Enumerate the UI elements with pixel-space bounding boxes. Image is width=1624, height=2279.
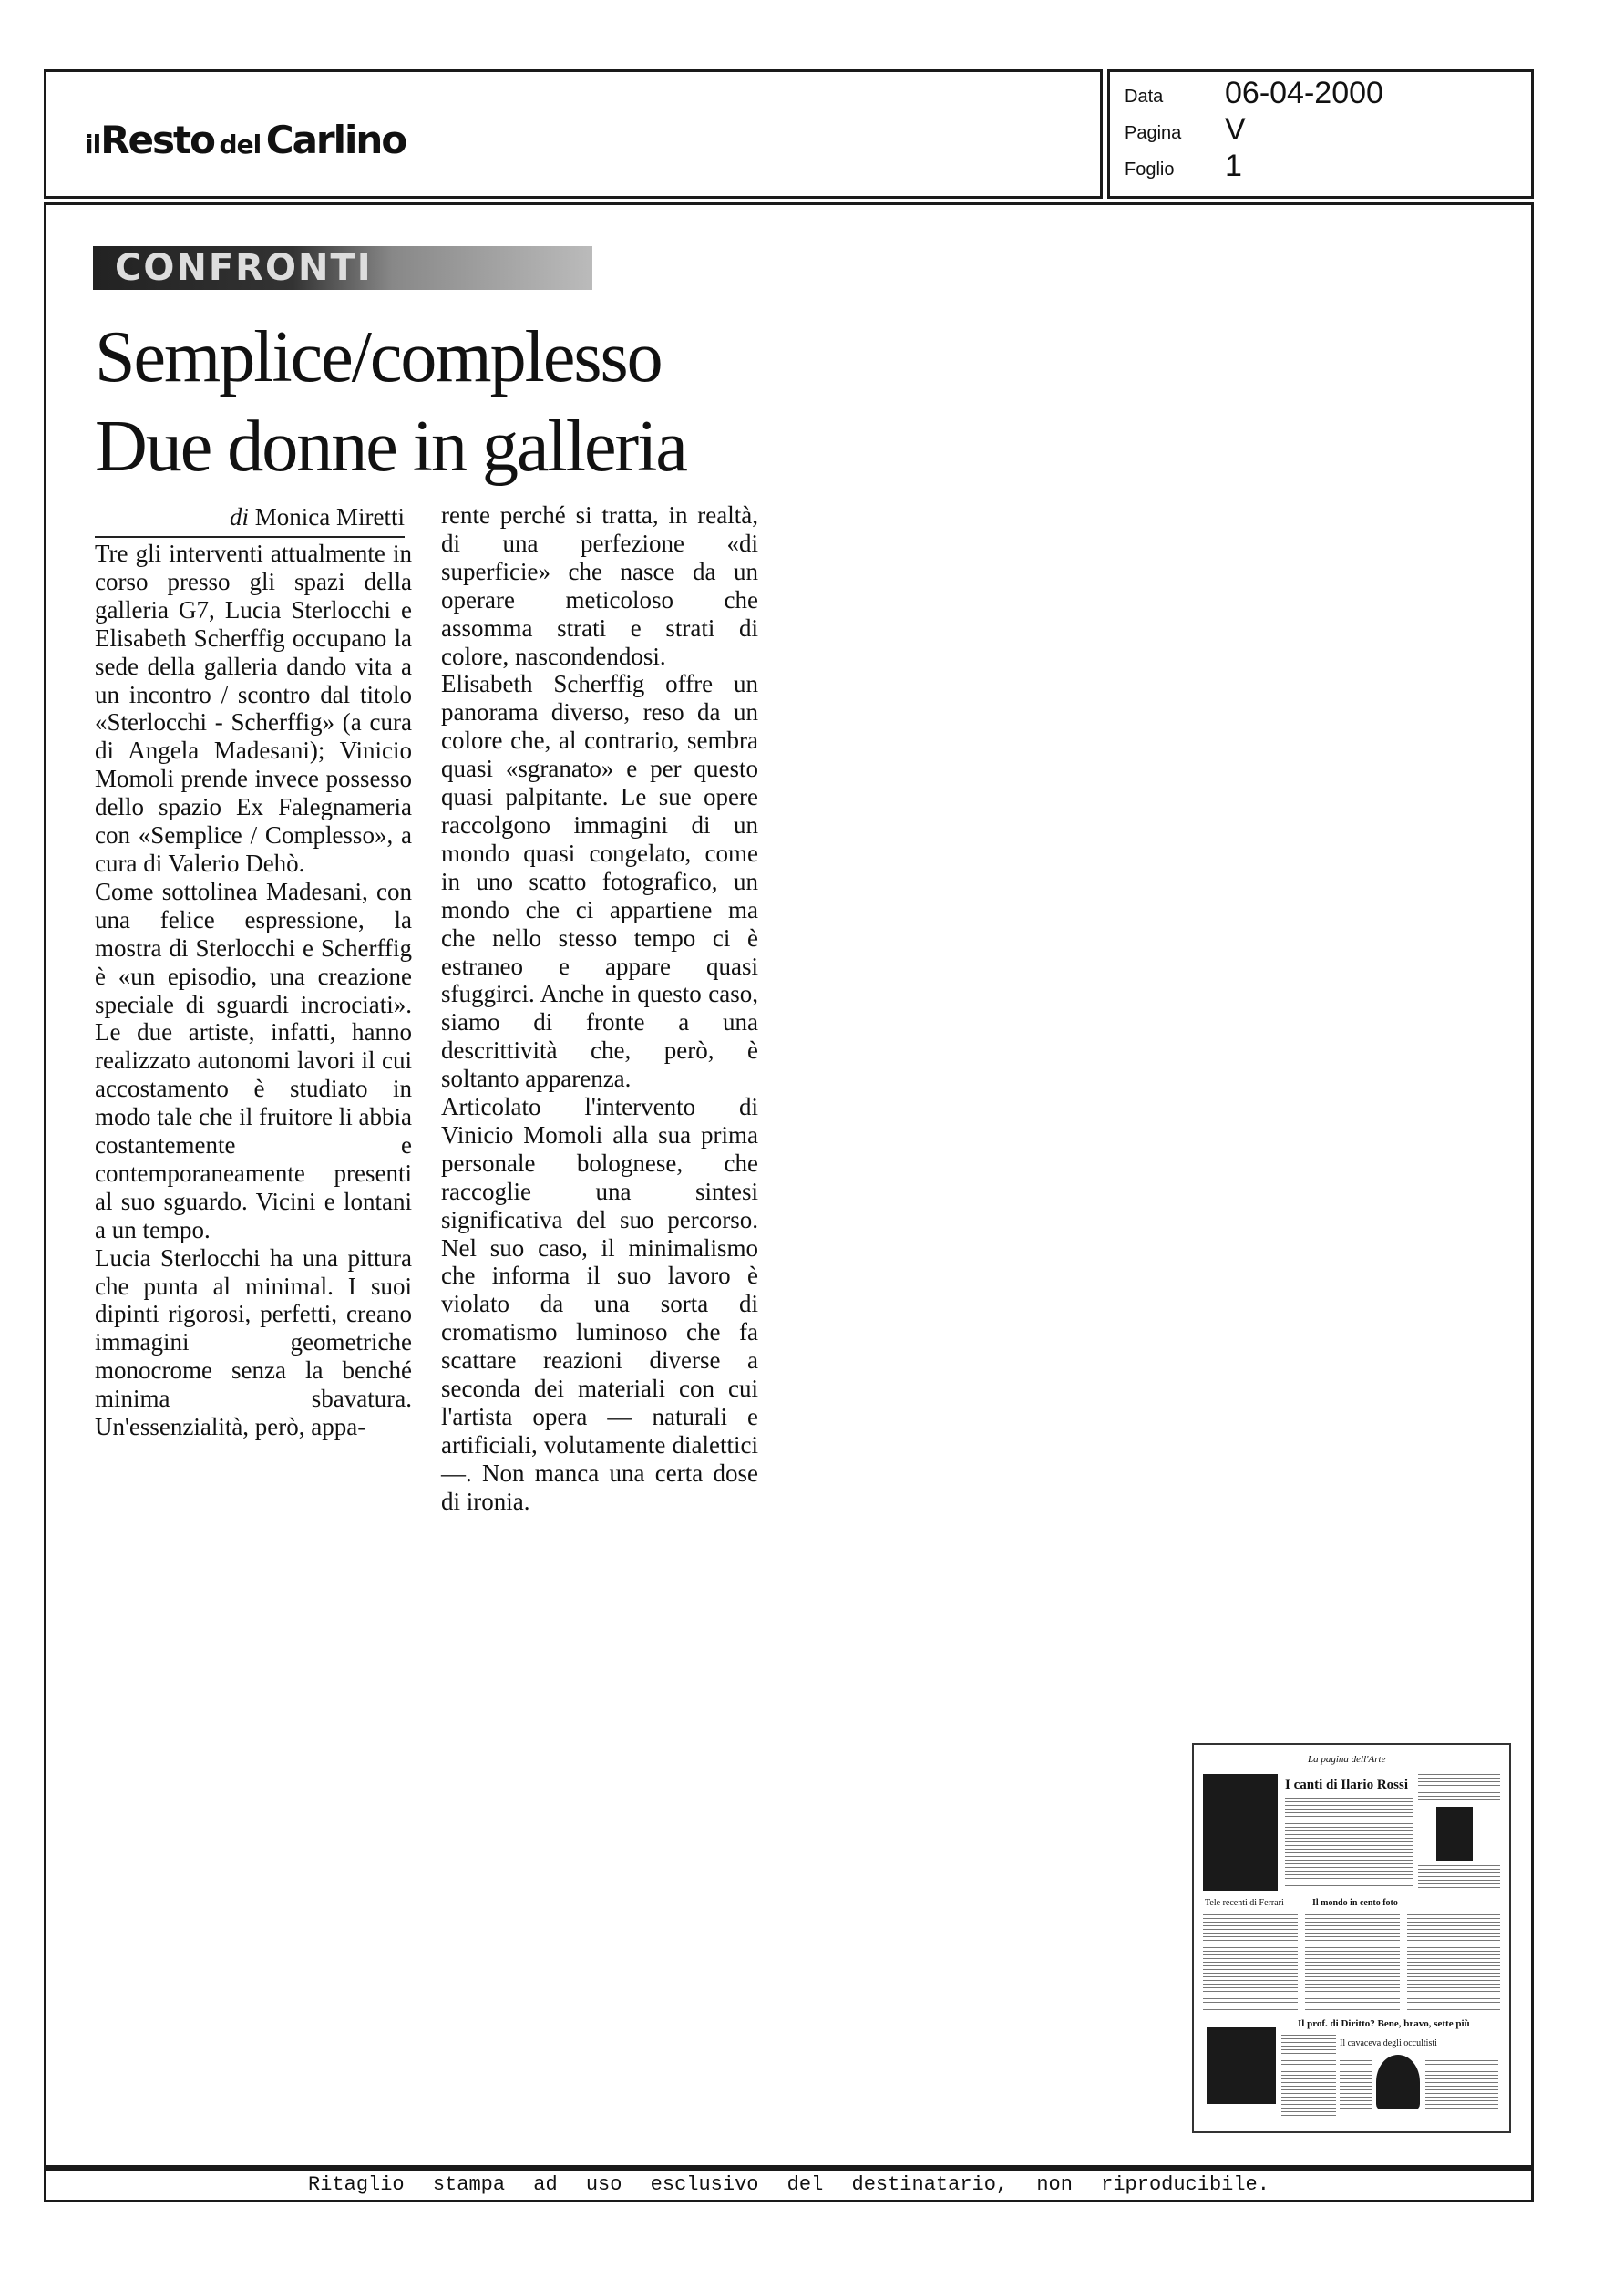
thumbnail-photo — [1436, 1807, 1473, 1861]
thumbnail-headline-d: Il cavaceva degli occultisti — [1340, 2038, 1437, 2048]
paragraph: Come sottolinea Madesani, con una felice espressione, la mostra di Sterlocchi e Scherffig è «un episodio, una creazione speciale di sguardi incrociati». Le due artiste, infatti, hanno realizzato autonomi lavori il cui accostamento è studiato in modo tale che il fruitore li abbia costantemente e contemporaneamente presenti al suo sguardo. Vicini e lontani a un tempo. — [95, 877, 412, 1243]
thumbnail-page — [1203, 1754, 1500, 2122]
section-label: CONFRONTI — [115, 247, 373, 289]
thumbnail-eagle-illustration — [1376, 2055, 1420, 2109]
byline-author: Monica Miretti — [254, 503, 405, 531]
headline-line-1: Semplice/complesso — [95, 317, 662, 397]
foglio-value: 1 — [1225, 149, 1242, 183]
paragraph: rente perché si tratta, in realtà, di una perfezione «di superficie» che nasce da un operare meticoloso che assomma strati e strati di colore, nascondendosi. — [441, 501, 758, 670]
thumbnail-headline-main: I canti di Ilario Rossi — [1285, 1778, 1409, 1792]
article-column-1 — [95, 540, 412, 1441]
logo-word-carlino: Carlino — [265, 118, 406, 162]
thumbnail-photo — [1203, 1774, 1278, 1891]
footer-bar — [44, 2168, 1534, 2202]
thumbnail-text-block — [1203, 1914, 1298, 2013]
article-column-2 — [441, 501, 758, 1516]
thumbnail-text-block — [1418, 1774, 1500, 1801]
thumbnail-text-block — [1285, 1798, 1413, 1889]
pagina-value: V — [1225, 112, 1246, 147]
thumbnail-text-block — [1305, 1914, 1400, 2013]
pagina-label: Pagina — [1125, 123, 1182, 143]
clipping-meta — [1107, 69, 1534, 199]
foglio-label: Foglio — [1125, 160, 1175, 180]
masthead — [44, 69, 1103, 199]
page-thumbnail — [1192, 1743, 1511, 2133]
thumbnail-headline-b: Il mondo in cento foto — [1312, 1898, 1398, 1908]
paragraph: Articolato l'intervento di Vinicio Momoli alla sua prima personale bolognese, che raccoglie una sintesi significativa del suo percorso. Nel suo caso, il minimalismo che informa il suo lavoro è violato da una sorta di cromatismo luminoso che fa scattare reazioni diverse a seconda dei materiali con cui l'artista opera — naturali e artificiali, volutamente dialettici —. Non manca una certa dose di ironia. — [441, 1093, 758, 1515]
thumbnail-header: La pagina dell'Arte — [1308, 1754, 1386, 1765]
thumbnail-text-block — [1418, 1865, 1500, 1891]
paragraph: Tre gli interventi attualmente in corso presso gli spazi della galleria G7, Lucia Sterlocchi e Elisabeth Scherffig occupano la sede della galleria dando vita a un incontro / scontro dal titolo «Sterlocchi - Scherffig» (a cura di Angela Madesani); Vinicio Momoli prende invece possesso dello spazio Ex Falegnameria con «Semplice / Complesso», a cura di Valerio Dehò. — [95, 540, 412, 877]
thumbnail-text-block — [1425, 2057, 1498, 2111]
thumbnail-photo — [1207, 2027, 1276, 2104]
thumbnail-text-block — [1281, 2035, 1336, 2119]
logo-word-resto: Resto — [100, 118, 214, 162]
paragraph: Lucia Sterlocchi ha una pittura che punta al minimal. I suoi dipinti rigorosi, perfetti, creano immagini geometriche monocrome senza la benché minima sbavatura. Un'essenzialità, però, appa- — [95, 1243, 412, 1441]
data-value: 06-04-2000 — [1225, 76, 1383, 110]
paragraph: Elisabeth Scherffig offre un panorama diverso, reso da un colore che, al contrario, sembra quasi «sgranato» e per questo quasi palpitante. Le sue opere raccolgono immagini di un mondo quasi congelato, come in uno scatto fotografico, un mondo che ci appartiene ma che nello stesso tempo ci è estraneo e appare quasi sfuggirci. Anche in questo caso, siamo di fronte a una descrittività che, però, è soltanto apparenza. — [441, 670, 758, 1093]
byline — [95, 503, 405, 538]
byline-prefix: di — [230, 503, 250, 531]
thumbnail-headline-a: Tele recenti di Ferrari — [1205, 1898, 1284, 1908]
thumbnail-text-block — [1407, 1914, 1500, 2013]
headline-line-2: Due donne in galleria — [95, 407, 686, 487]
thumbnail-text-block — [1340, 2057, 1372, 2111]
logo-prefix: il — [85, 129, 101, 160]
logo-mid: del — [219, 129, 262, 160]
section-tag — [93, 246, 592, 290]
newspaper-logo — [85, 118, 406, 162]
footer-disclaimer: Ritaglio stampa ad uso esclusivo del destinatario, non riproducibile. — [308, 2173, 1269, 2196]
thumbnail-headline-c: Il prof. di Diritto? Bene, bravo, sette più — [1298, 2018, 1470, 2029]
data-label: Data — [1125, 87, 1164, 107]
